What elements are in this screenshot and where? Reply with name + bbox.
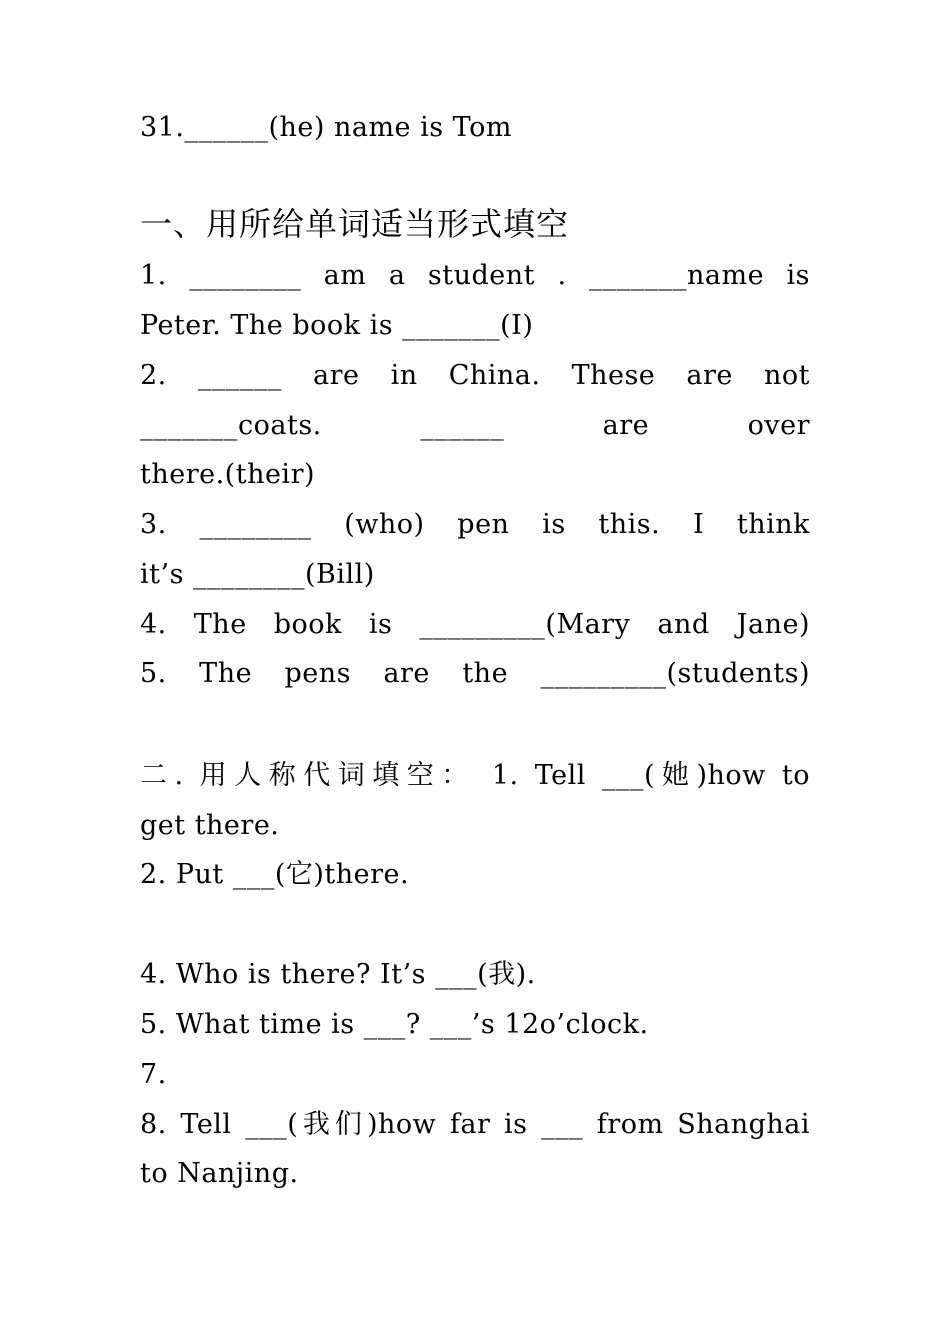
pronoun-5: 5. What time is ___? ___’s 12o’clock. — [140, 1009, 649, 1040]
pronoun-2: 2. Put ___(它)there. — [140, 859, 410, 890]
section-two-line-2: get there. — [140, 810, 280, 841]
section-one-heading: 一、用所给单词适当形式填空 — [140, 205, 570, 243]
exercise-5: 5. The pens are the _________(students) — [140, 658, 810, 689]
pronoun-8-line-1: 8. Tell ___(我们)how far is ___ from Shanghai — [140, 1109, 810, 1140]
exercise-1-line-1: 1. ________ am a student . _______name is — [140, 260, 810, 291]
exercise-3-line-2: it’s ________(Bill) — [140, 559, 375, 590]
exercise-1-line-2: Peter. The book is _______(I) — [140, 310, 534, 341]
question-31: 31.______(he) name is Tom — [140, 112, 512, 143]
exercise-3-line-1: 3. ________ (who) pen is this. I think — [140, 509, 810, 540]
pronoun-4: 4. Who is there? It’s ___(我). — [140, 959, 536, 990]
exercise-2-line-2: _______coats. ______ are over — [140, 410, 810, 441]
pronoun-8-line-2: to Nanjing. — [140, 1158, 299, 1189]
section-two-line-1: 二. 用人称代词填空： 1. Tell ___(她)how to — [140, 760, 810, 791]
pronoun-7: 7. — [140, 1059, 167, 1090]
exercise-4: 4. The book is _________(Mary and Jane) — [140, 609, 810, 640]
exercise-2-line-1: 2. ______ are in China. These are not — [140, 360, 810, 391]
exercise-2-line-3: there.(their) — [140, 459, 316, 490]
